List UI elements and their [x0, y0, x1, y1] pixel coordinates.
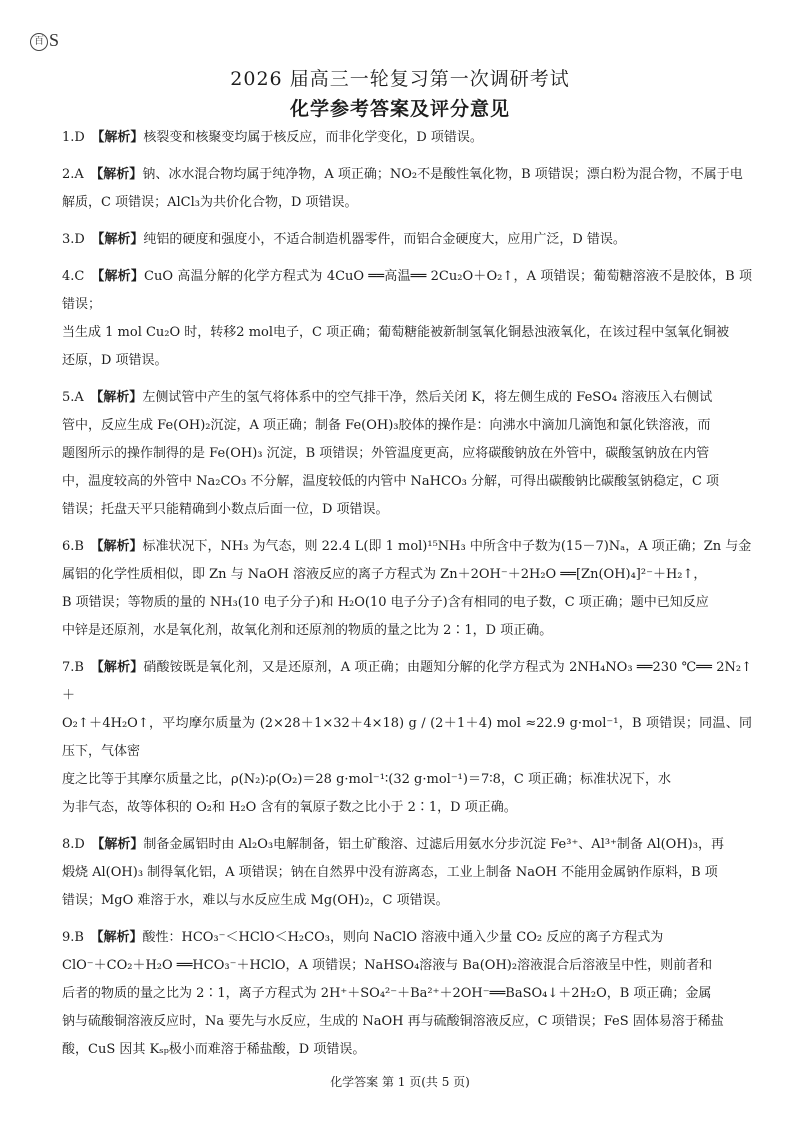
exam-title: 2026 届高三一轮复习第一次调研考试 [230, 68, 570, 90]
answer-text: 属铝的化学性质相似，即 Zn 与 NaOH 溶液反应的离子方程式为 Zn＋2OH⁻＋2H₂O ══[Zn(OH)₄]²⁻＋H₂↑， [62, 567, 707, 582]
answer-text: CuO 高温分解的化学方程式为 4CuO ══高温══ 2Cu₂O＋O₂↑，A 项错误；葡萄糖溶液不是胶体，B 项错误； [62, 269, 752, 312]
answer-text: 纯铝的硬度和强度小，不适合制造机器零件，而铝合金硬度大，应用广泛，D 错误。 [143, 232, 626, 247]
answer-text: 题图所示的操作制得的是 Fe(OH)₃ 沉淀，B 项错误；外管温度更高，应将碳酸钠放在外管中，碳酸氢钠放在内管 [62, 446, 710, 461]
answer-item [62, 654, 752, 822]
answer-item [62, 533, 752, 645]
answer-text: 煅烧 Al(OH)₃ 制得氧化铝，A 项错误；钠在自然界中没有游离态，工业上制备 NaOH 不能用金属钠作原料，B 项 [62, 865, 718, 880]
answer-text: 制备金属铝时由 Al₂O₃电解制备，铝土矿酸溶、过滤后用氨水分步沉淀 Fe³⁺、Al³⁺制备 Al(OH)₃，再 [143, 837, 724, 852]
answer-text: 为非气态，故等体积的 O₂和 H₂O 含有的氧原子数之比小于 2∶1，D 项正确。 [62, 800, 517, 815]
question-number: 2.A [62, 167, 97, 182]
answer-line [62, 589, 752, 617]
answer-subtitle: 化学参考答案及评分意见 [289, 98, 510, 120]
answer-text: 错误；MgO 难溶于水，难以与水反应生成 Mg(OH)₂，C 项错误。 [62, 893, 449, 908]
answer-line [62, 1008, 752, 1036]
answer-text: 硝酸铵既是氧化剂，又是还原剂，A 项正确；由题知分解的化学方程式为 2NH₄NO₃ ══230 ℃══ 2N₂↑＋ [62, 660, 752, 703]
answer-line [62, 1036, 752, 1064]
answer-text: 酸性：HCO₃⁻＜HClO＜H₂CO₃，则向 NaClO 溶液中通入少量 CO₂ 反应的离子方程式为 [142, 930, 664, 945]
page-footer: 化学答案 第 1 页(共 5 页) [330, 1075, 470, 1089]
answer-line [62, 347, 752, 375]
answer-line [62, 952, 752, 980]
answer-text: 标准状况下，NH₃ 为气态，则 22.4 L(即 1 mol)¹⁵NH₃ 中所含中子数为(15－7)Nₐ，A 项正确；Zn 与金 [142, 539, 752, 554]
publisher-logo [30, 30, 59, 51]
answer-line [62, 831, 752, 859]
answer-item [62, 831, 752, 915]
answer-text: 左侧试管中产生的氢气将体系中的空气排干净，然后关闭 K，将左侧生成的 FeSO₄ 溶液压入右侧试 [142, 390, 713, 405]
answer-text: 错误；托盘天平只能精确到小数点后面一位，D 项错误。 [62, 502, 389, 517]
analysis-tag: 【解析】 [97, 232, 144, 247]
answer-line [62, 161, 752, 189]
answer-line [62, 319, 752, 347]
question-number: 6.B [62, 539, 97, 554]
question-number: 1.D [62, 130, 98, 145]
answer-item [62, 384, 752, 524]
answer-line [62, 533, 752, 561]
answer-line [62, 412, 752, 440]
answer-item [62, 124, 752, 152]
answer-line [62, 468, 752, 496]
answer-text: 中锌是还原剂，水是氧化剂，故氧化剂和还原剂的物质的量之比为 2∶1，D 项正确。 [62, 623, 553, 638]
answer-line [62, 496, 752, 524]
answer-line [62, 654, 752, 710]
answer-text: 核裂变和核聚变均属于核反应，而非化学变化，D 项错误。 [143, 130, 483, 145]
question-number: 8.D [62, 837, 98, 852]
answer-text: 酸，CuS 因其 Kₛₚ极小而难溶于稀盐酸，D 项错误。 [62, 1042, 366, 1057]
question-number: 4.C [62, 269, 98, 284]
answer-text: B 项错误；等物质的量的 NH₃(10 电子分子)和 H₂O(10 电子分子)含有相同的电子数，C 项正确；题中已知反应 [62, 595, 709, 610]
analysis-tag: 【解析】 [96, 539, 143, 554]
answer-line [62, 980, 752, 1008]
analysis-tag: 【解析】 [96, 390, 143, 405]
answer-list [62, 124, 752, 1073]
answer-line [62, 440, 752, 468]
answer-line [62, 924, 752, 952]
answer-line [62, 766, 752, 794]
question-number: 3.D [62, 232, 98, 247]
logo-mark-icon: 百 [30, 33, 48, 51]
question-number: 9.B [62, 930, 97, 945]
analysis-tag: 【解析】 [97, 837, 144, 852]
answer-text: 度之比等于其摩尔质量之比，ρ(N₂)∶ρ(O₂)＝28 g·mol⁻¹∶(32 g·mol⁻¹)＝7∶8，C 项正确；标准状况下，水 [62, 772, 671, 787]
answer-item [62, 924, 752, 1064]
analysis-tag: 【解析】 [96, 167, 143, 182]
answer-text: O₂↑＋4H₂O↑，平均摩尔质量为 (2×28＋1×32＋4×18) g / (2＋1＋4) mol ≈22.9 g·mol⁻¹，B 项错误；同温、同压下，气体密 [62, 716, 752, 759]
answer-text: 当生成 1 mol Cu₂O 时，转移2 mol电子，C 项正确；葡萄糖能被新制氢氧化铜悬浊液氧化，在该过程中氢氧化铜被 [62, 325, 730, 340]
answer-text: 还原，D 项错误。 [62, 353, 168, 368]
answer-item [62, 226, 752, 254]
answer-line [62, 887, 752, 915]
answer-line [62, 710, 752, 766]
analysis-tag: 【解析】 [97, 660, 144, 675]
question-number: 7.B [62, 660, 98, 675]
analysis-tag: 【解析】 [97, 130, 144, 145]
answer-line [62, 226, 752, 254]
question-number: 5.A [62, 390, 97, 405]
answer-line [62, 859, 752, 887]
answer-line [62, 561, 752, 589]
answer-text: 解质，C 项错误；AlCl₃为共价化合物，D 项错误。 [62, 195, 358, 210]
answer-text: 中，温度较高的外管中 Na₂CO₃ 不分解，温度较低的内管中 NaHCO₃ 分解，可得出碳酸钠比碳酸氢钠稳定，C 项 [62, 474, 720, 489]
answer-line [62, 124, 752, 152]
analysis-tag: 【解析】 [97, 269, 145, 284]
answer-line [62, 617, 752, 645]
answer-text: 钠与硫酸铜溶液反应时，Na 要先与水反应，生成的 NaOH 再与硫酸铜溶液反应，C 项错误；FeS 固体易溶于稀盐 [62, 1014, 724, 1029]
answer-item [62, 161, 752, 217]
analysis-tag: 【解析】 [96, 930, 143, 945]
answer-line [62, 263, 752, 319]
answer-item [62, 263, 752, 375]
logo-letter: S [49, 30, 60, 50]
answer-text: 钠、冰水混合物均属于纯净物，A 项正确；NO₂不是酸性氧化物，B 项错误；漂白粉为混合物，不属于电 [142, 167, 743, 182]
answer-line [62, 189, 752, 217]
answer-text: ClO⁻＋CO₂＋H₂O ══HCO₃⁻＋HClO，A 项错误；NaHSO₄溶液与 Ba(OH)₂溶液混合后溶液呈中性，则前者和 [62, 958, 713, 973]
answer-text: 后者的物质的量之比为 2∶1，离子方程式为 2H⁺＋SO₄²⁻＋Ba²⁺＋2OH⁻══BaSO₄↓＋2H₂O，B 项正确；金属 [62, 986, 712, 1001]
answer-text: 管中，反应生成 Fe(OH)₂沉淀，A 项正确；制备 Fe(OH)₃胶体的操作是：向沸水中滴加几滴饱和氯化铁溶液，而 [62, 418, 711, 433]
answer-line [62, 794, 752, 822]
answer-line [62, 384, 752, 412]
